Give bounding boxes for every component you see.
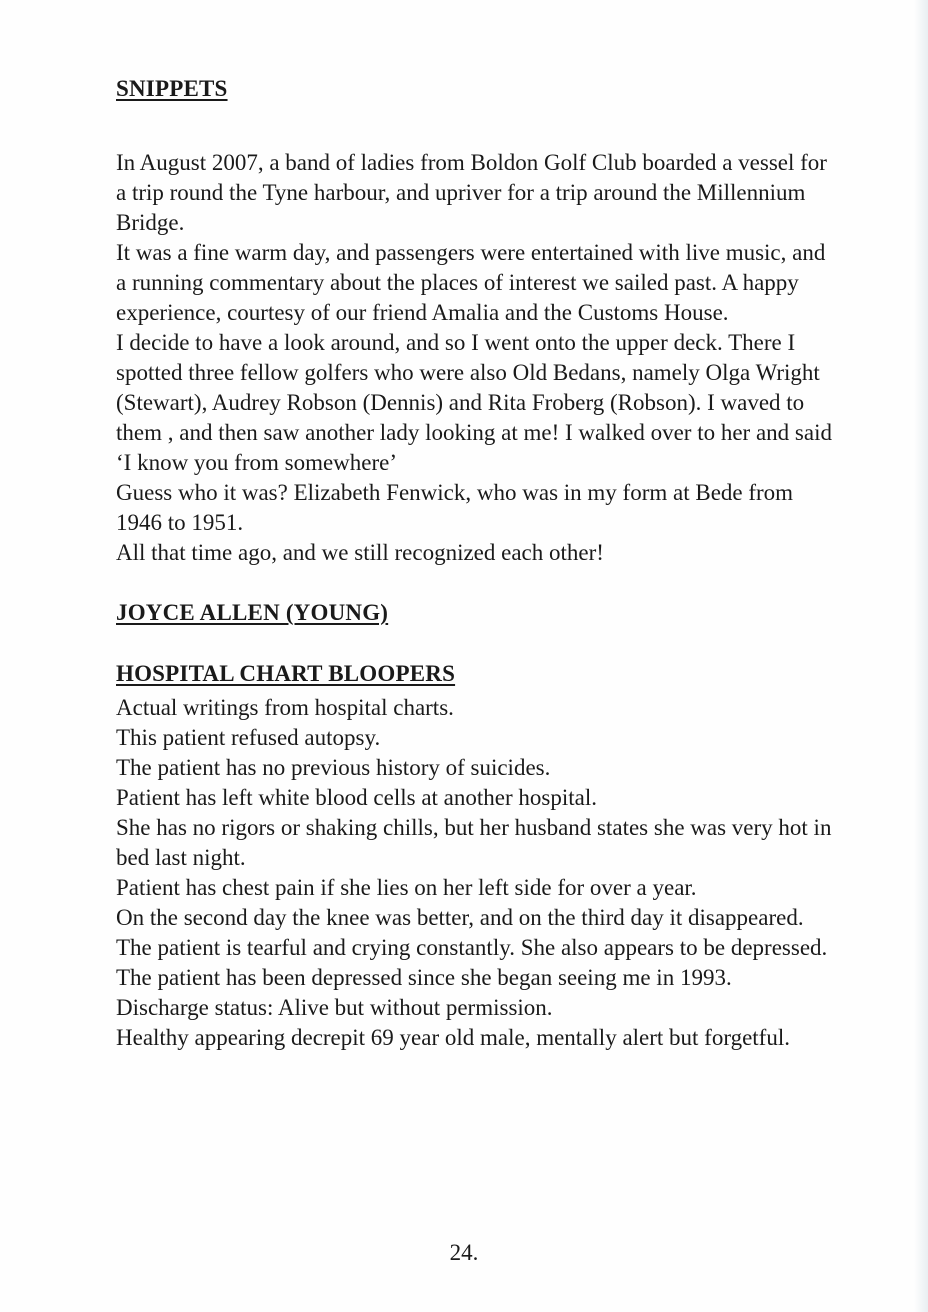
blooper-line: Discharge status: Alive but without permission. (116, 995, 553, 1020)
bloopers-heading: HOSPITAL CHART BLOOPERS (116, 661, 456, 686)
snippets-paragraph: I decide to have a look around, and so I went onto the upper deck. There I spotted three fellow golfers who were also Old Bedans, namely Olga Wright (Stewart), Audrey Robson (Dennis) and Rita Froberg (Robson). I waved to them , and then saw another lady looking at me! I walked over to her and said ‘I know you from somewhere’ (116, 330, 832, 475)
blooper-line: Actual writings from hospital charts. (116, 695, 454, 720)
snippets-paragraph: It was a fine warm day, and passengers were entertained with live music, and a running commentary about the places of interest we sailed past. A happy experience, courtesy of our friend Amalia and the Customs House. (116, 240, 826, 325)
blooper-line: The patient has been depressed since she began seeing me in 1993. (116, 965, 732, 990)
snippets-paragraph: Guess who it was? Elizabeth Fenwick, who was in my form at Bede from 1946 to 1951. (116, 480, 794, 535)
blooper-line: On the second day the knee was better, and on the third day it disappeared. (116, 905, 804, 930)
blooper-line: Patient has chest pain if she lies on her left side for over a year. (116, 875, 697, 900)
snippets-paragraph: All that time ago, and we still recognized each other! (116, 540, 604, 565)
snippets-heading: SNIPPETS (116, 76, 228, 101)
snippets-paragraph: In August 2007, a band of ladies from Boldon Golf Club boarded a vessel for a trip round the Tyne harbour, and upriver for a trip around the Millennium Bridge. (116, 150, 827, 235)
page-number: 24. (449, 1240, 479, 1265)
blooper-line: The patient has no previous history of suicides. (116, 755, 551, 780)
blooper-line: Patient has left white blood cells at another hospital. (116, 785, 597, 810)
blooper-line: Healthy appearing decrepit 69 year old male, mentally alert but forgetful. (116, 1025, 790, 1050)
page-edge-shadow (914, 0, 928, 1312)
blooper-line: The patient is tearful and crying constantly. She also appears to be depressed. (116, 935, 828, 960)
blooper-line: She has no rigors or shaking chills, but her husband states she was very hot in bed last night. (116, 815, 832, 870)
page-content (116, 74, 836, 1053)
blooper-line: This patient refused autopsy. (116, 725, 381, 750)
author-heading: JOYCE ALLEN (YOUNG) (116, 600, 389, 625)
